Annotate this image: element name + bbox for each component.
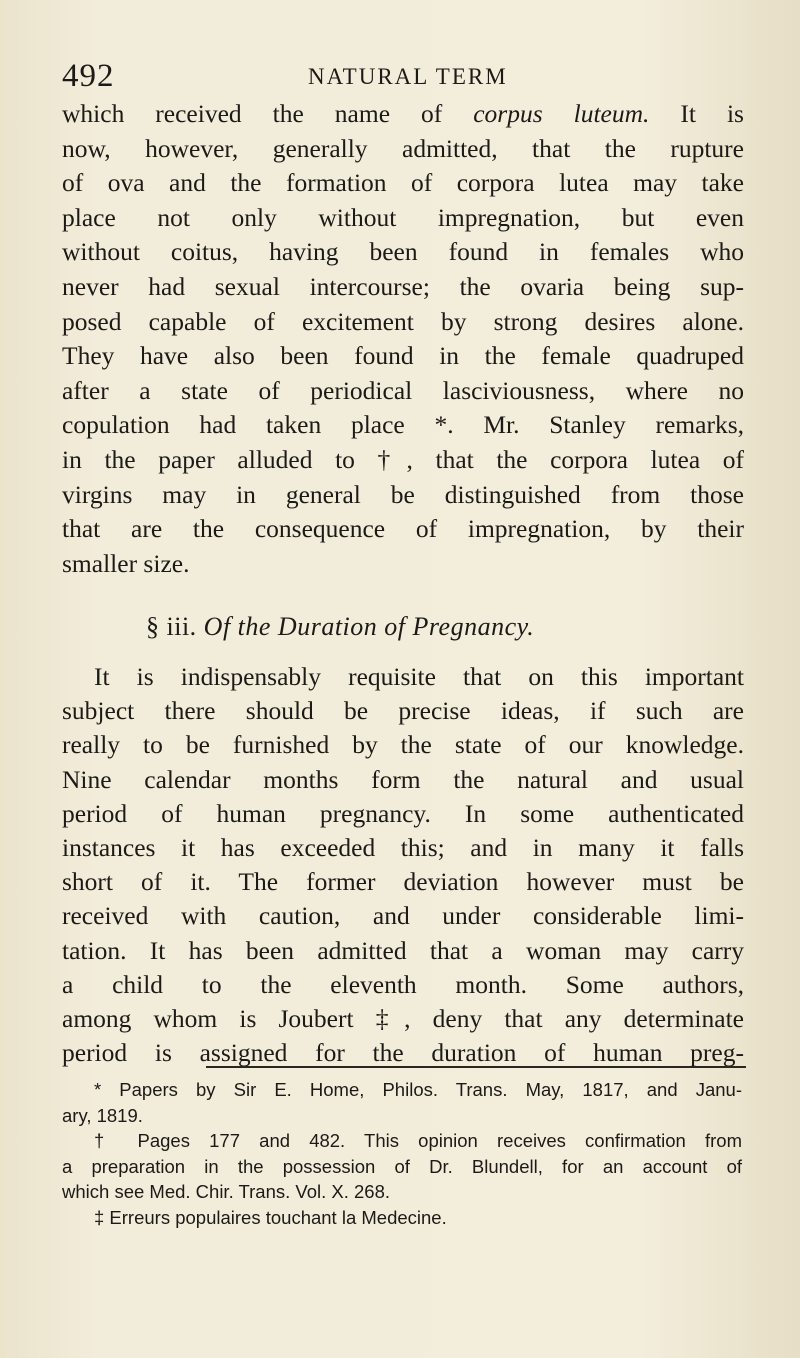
text-line: instances it has exceeded this; and in many it falls [62,833,744,863]
running-head: NATURAL TERM [308,64,508,89]
text-line: copulation had taken place *. Mr. Stanley remarks, [62,410,744,440]
text-line: smaller size. [62,548,190,578]
text-line: after a state of periodical lasciviousness, where no [62,375,744,405]
text-line: period of human pregnancy. In some authenticated [62,798,744,828]
footnote-line: † Pages 177 and 482. This opinion receives confirmation from [94,1130,742,1152]
text-line: subject there should be precise ideas, if such are [62,696,744,726]
footnote-line: a preparation in the possession of Dr. Blundell, for an account of [62,1155,742,1177]
footnotes [62,1077,742,1231]
page-number: 492 [62,58,115,94]
text-line: never had sexual intercourse; the ovaria being sup- [62,271,744,301]
text-line: posed capable of excitement by strong desires alone. [62,306,744,336]
text-line: Nine calendar months form the natural and usual [62,764,744,794]
paragraph-corpus-luteum [62,97,744,581]
text-line: place not only without impregnation, but even [62,202,744,232]
section-mark: § iii. [146,612,197,641]
text-line: which received the name of corpus luteum. It is [62,99,744,128]
text-line: a child to the eleventh month. Some authors, [62,969,744,999]
text-line: that are the consequence of impregnation, by their [62,514,744,544]
footnote-divider [206,1066,746,1068]
footnote-line: * Papers by Sir E. Home, Philos. Trans. May, 1817, and Janu- [94,1079,742,1100]
text-line: tation. It has been admitted that a woman may carry [62,935,744,965]
section-title: Of the Duration of Pregnancy. [203,612,535,641]
text-line: without coitus, having been found in females who [62,237,744,267]
text-line: now, however, generally admitted, that the rupture [62,133,744,163]
text-line: really to be furnished by the state of our knowledge. [62,730,744,760]
text-line: of ova and the formation of corpora lutea may take [62,168,744,198]
text-line: It is indispensably requisite that on this important [94,662,744,691]
text-line: among whom is Joubert ‡, deny that any determinate [62,1004,744,1034]
paragraph-duration [62,660,744,1070]
text-line: short of it. The former deviation however must be [62,867,744,897]
text-line: received with caution, and under considerable limi- [62,901,744,931]
footnote-line: ary, 1819. [62,1104,143,1126]
section-heading [146,612,534,642]
footnote-line: ‡ Erreurs populaires touchant la Medecine. [94,1206,447,1228]
text-line: in the paper alluded to †, that the corpora lutea of [62,444,744,474]
page-header [62,58,738,94]
text-line: period is assigned for the duration of human preg- [62,1038,744,1068]
text-line: virgins may in general be distinguished from those [62,479,744,509]
footnote-line: which see Med. Chir. Trans. Vol. X. 268. [62,1181,391,1203]
text-line: They have also been found in the female quadruped [62,341,744,371]
